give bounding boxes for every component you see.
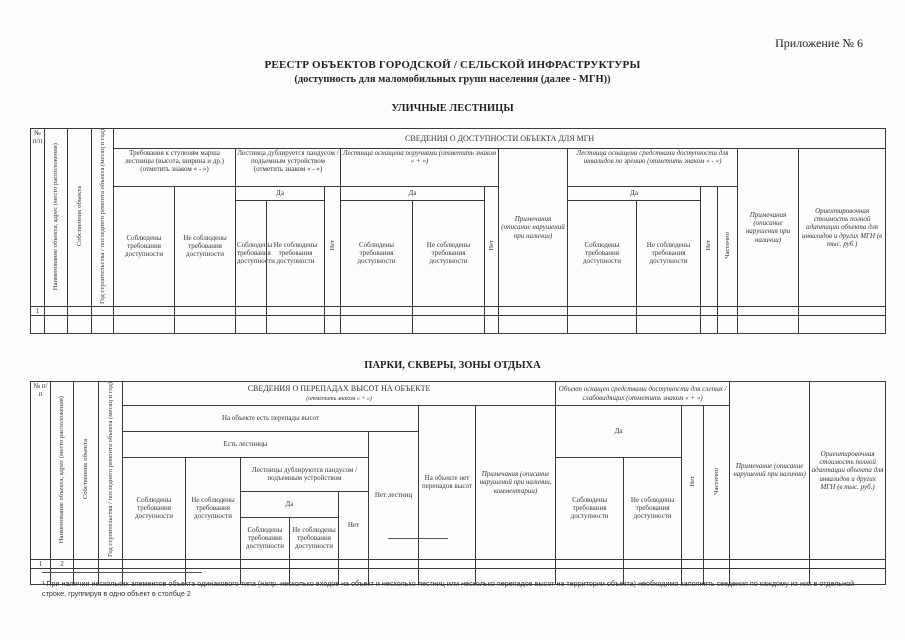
col-header-steps-notcomply: Не соблюдены требования доступности (175, 186, 236, 306)
col-header-cost: Ориентировочная стоимость полной адаптации объекта для инвалидов и других МГН (в тыс. руб.) (799, 149, 886, 307)
col-header-blind-yes: Да (568, 186, 701, 200)
col-header-has-stairs: Есть лестницы (123, 431, 369, 457)
stairs-registry-table (30, 128, 886, 334)
col-header-accessibility-info: СВЕДЕНИЯ О ДОСТУПНОСТИ ОБЪЕКТА ДЛЯ МГН (114, 129, 886, 149)
table-row (31, 316, 886, 334)
col-header-ramp-notcomply: Не соблюдены требования доступности (267, 200, 325, 306)
row-number: 1 (31, 306, 45, 315)
footnote-divider (42, 572, 202, 573)
col-header-year: Год строительства / последнего ремонта объекта (месяц и год) (92, 129, 114, 307)
col-header-ramp-notcomply: Не соблюдены требования доступности (290, 517, 339, 559)
col-header-no-drops: На объекте нет перепадов высот (419, 406, 476, 560)
col-header-stairs-notcomply: Не соблюдены требования доступности (186, 457, 241, 559)
col-header-no-stairs: Нет лестниц (369, 431, 419, 559)
col-header-blind-notcomply: Не соблюдены требования доступности (624, 457, 682, 559)
col-header-rails: Лестница оснащена поручнями (отметить знаком « + ») (341, 149, 499, 187)
col-header-drops (123, 382, 556, 406)
col-header-num: № п/п (31, 129, 45, 307)
col-header-blind-yes: Да (556, 406, 682, 458)
col-header-blind: Объект оснащен средствами доступности для слепых / слабовидящих (отметить знаком « + ») (556, 382, 730, 406)
col-header-note-drops: Примечания (описание нарушений при наличии, комментарии) (476, 406, 556, 560)
section-title-stairs: УЛИЧНЫЕ ЛЕСТНИЦЫ (391, 103, 514, 114)
col-header-drops-sub: (отметить знаком « + ») (306, 396, 372, 403)
col-header-blind-partial: Частично (718, 186, 738, 306)
col-header-note: Примечания (описание нарушений при наличии) (499, 149, 568, 307)
col-header-stairs-comply: Соблюдены требования доступности (123, 457, 186, 559)
col-header-ramp: Лестница дублируется пандусом / подъемным устройством (отметить знаком « - ») (236, 149, 341, 187)
col-header-blind-comply: Соблюдены требования доступности (556, 457, 624, 559)
col-header-cost: Ориентировочная стоимость полной адаптации объекта для инвалидов и других МГН (в тыс. руб.) (810, 382, 886, 560)
col-header-rails-no: Нет (485, 186, 499, 306)
col-header-blind-notcomply: Не соблюдены требования доступности (637, 200, 701, 306)
col-header-year: Год строительства / последнего ремонта объекта (месяц и год) (99, 382, 123, 560)
col-header-has-drops: На объекте есть перепады высот (123, 406, 419, 432)
footnote: ¹ При наличии нескольких элементов объекта одинакового типа (напр. несколько входов на объект и несколько лестниц или несколько перепадов высот на территории объекта) необходимо заполнить сведения по каждому из них в отдельной строке, группируя в одно объект в столбце 2 (42, 579, 855, 599)
col-header-blind-no: Нет (701, 186, 718, 306)
col-header-owner: Собственник объекта (74, 382, 99, 560)
parks-registry-table (30, 381, 886, 585)
row-number: 1 (31, 559, 51, 568)
col-header-steps-comply: Соблюдены требования доступности (114, 186, 175, 306)
col-header-owner: Собственник объекта (68, 129, 92, 307)
col-header-drops-title: СВЕДЕНИЯ О ПЕРЕПАДАХ ВЫСОТ НА ОБЪЕКТЕ (247, 383, 431, 393)
col-header-rails-yes: Да (341, 186, 485, 200)
col-header-ramp-comply: Соблюдены требования доступности (236, 200, 267, 306)
col-header-name: Наименование объекта, адрес (место расположения) (51, 382, 74, 560)
col-header-rails-notcomply: Не соблюдены требования доступности (413, 200, 485, 306)
col-header-ramp-yes: Да (236, 186, 325, 200)
divider-line (388, 538, 448, 539)
col-header-num: № п/п (31, 382, 51, 560)
col-header-name: Наименование объекта, адрес (место расположения) (45, 129, 68, 307)
col-header-ramp-comply: Соблюдены требования доступности (241, 517, 290, 559)
col-header-stairs-ramp: Лестницы дублируются пандусом / подъемным устройством (241, 457, 369, 491)
col-header-blind-comply: Соблюдены требования доступности (568, 200, 637, 306)
appendix-label: Приложение № 6 (775, 36, 863, 50)
col-header-blind: Лестница оснащена средствами доступности для инвалидов по зрению (отметить знаком « - ») (568, 149, 738, 187)
col-header-note: Примечание (описание нарушений при наличии) (730, 382, 810, 560)
document-title: РЕЕСТР ОБЪЕКТОВ ГОРОДСКОЙ / СЕЛЬСКОЙ ИНФРАСТРУКТУРЫ (264, 59, 641, 71)
col-header-note-2: Примечания (описание нарушения при наличии) (738, 149, 799, 307)
section-title-parks: ПАРКИ, СКВЕРЫ, ЗОНЫ ОТДЫХА (364, 360, 541, 371)
col-header-steps: Требования к ступеням марша лестницы (высота, ширина и др.) (отметить знаком « - ») (114, 149, 236, 187)
row-col-2: 2 (51, 559, 74, 568)
col-header-ramp-yes: Да (241, 491, 339, 517)
col-header-ramp-no: Нет (339, 491, 369, 559)
col-header-blind-partial: Частично (704, 406, 730, 560)
col-header-blind-no: Нет (682, 406, 704, 560)
col-header-rails-comply: Соблюдены требования доступности (341, 200, 413, 306)
col-header-ramp-no: Нет (325, 186, 341, 306)
document-subtitle: (доступность для маломобильных групп населения (далее - МГН)) (294, 74, 611, 85)
